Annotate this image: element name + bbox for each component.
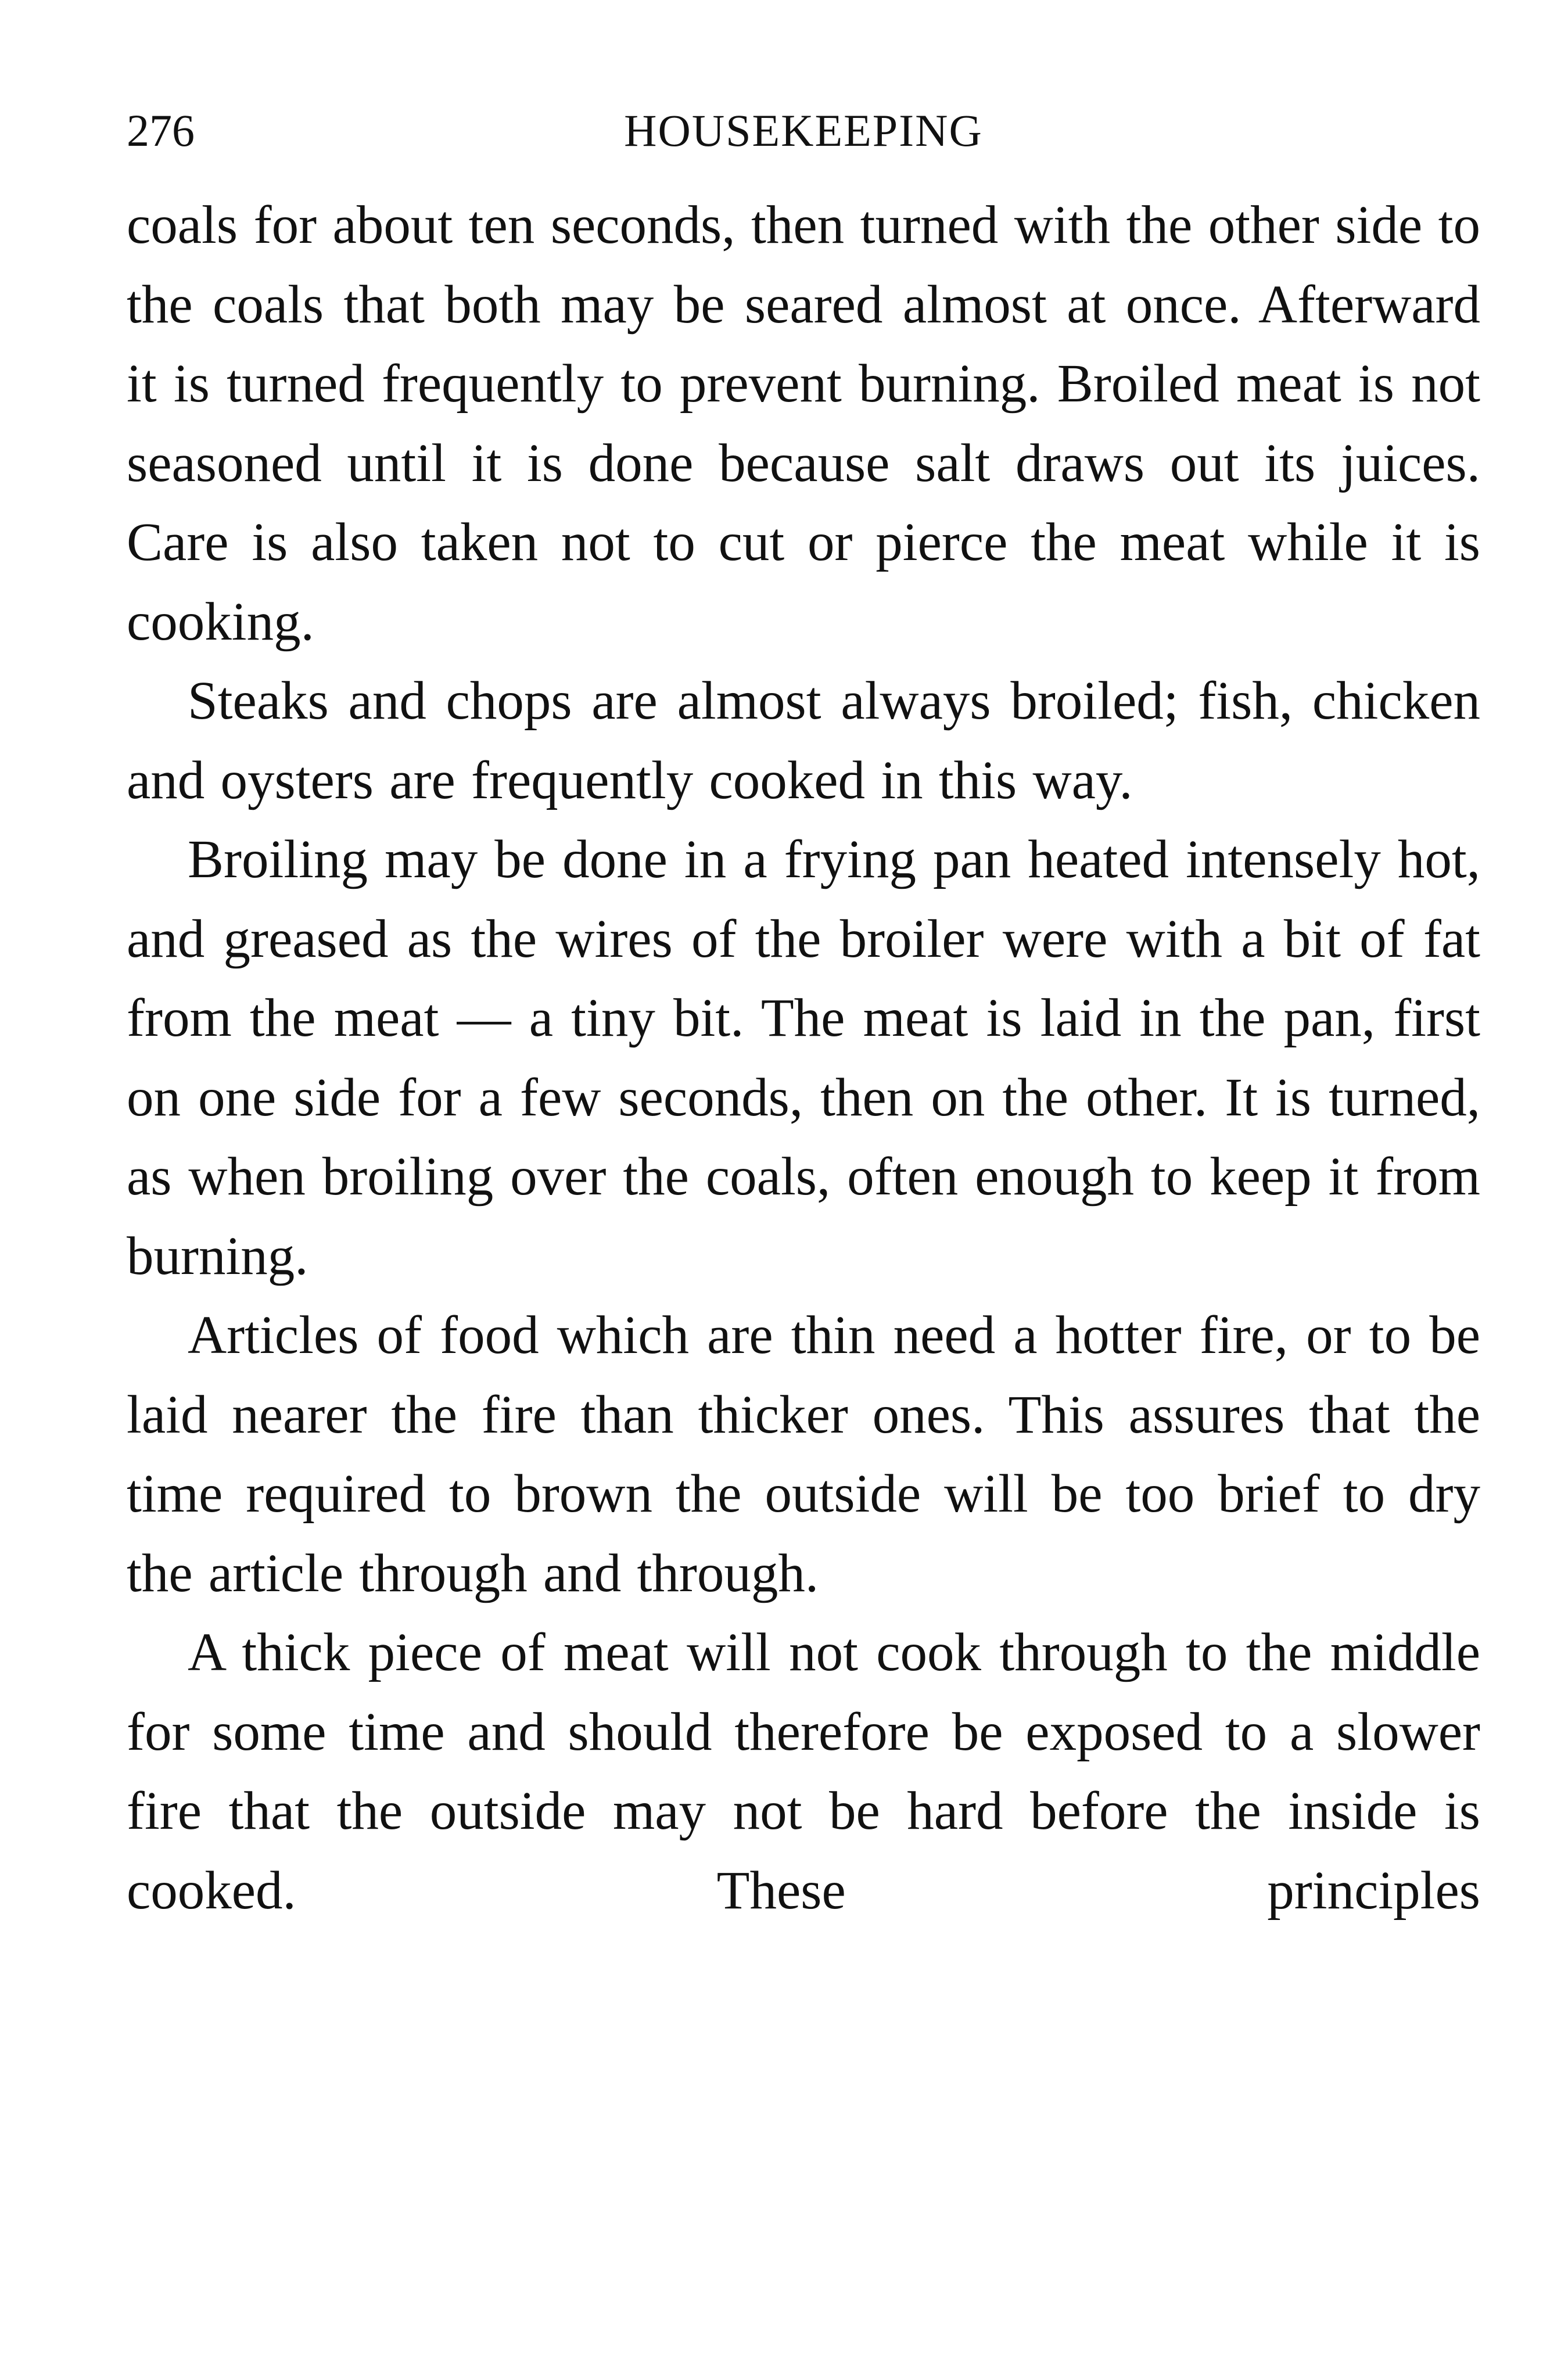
body-text <box>127 186 1480 1930</box>
page-number: 276 <box>127 105 195 156</box>
paragraph-continued: coals for about ten seconds, then turned with the other side to the coals that both may be seared almost at once. Afterward it is turned frequently to prevent burning. Broiled meat is not seasoned until it is done because salt draws out its juices. Care is also taken not to cut or pierce the meat while it is cooking. <box>127 195 1480 652</box>
paragraph-thin-articles: Articles of food which are thin need a hotter fire, or to be laid nearer the fire than thicker ones. This assures that the time required to brown the outside will be too brief to dry the article through and through. <box>127 1305 1480 1603</box>
paragraph-steaks-and-chops: Steaks and chops are almost always broiled; fish, chicken and oysters are frequently cooked in this way. <box>127 671 1480 810</box>
running-head <box>127 102 1480 160</box>
running-title: HOUSEKEEPING <box>624 105 983 156</box>
paragraph-frying-pan-broiling: Broiling may be done in a frying pan heated intensely hot, and greased as the wires of the broiler were with a bit of fat from the meat — a tiny bit. The meat is laid in the pan, first on one side for a few seconds, then on the other. It is turned, as when broiling over the coals, often enough to keep it from burning. <box>127 830 1480 1286</box>
paragraph-thick-meat: A thick piece of meat will not cook through to the middle for some time and should therefore be exposed to a slower fire that the outside may not be hard before the inside is cooked. These principles <box>127 1623 1480 1921</box>
